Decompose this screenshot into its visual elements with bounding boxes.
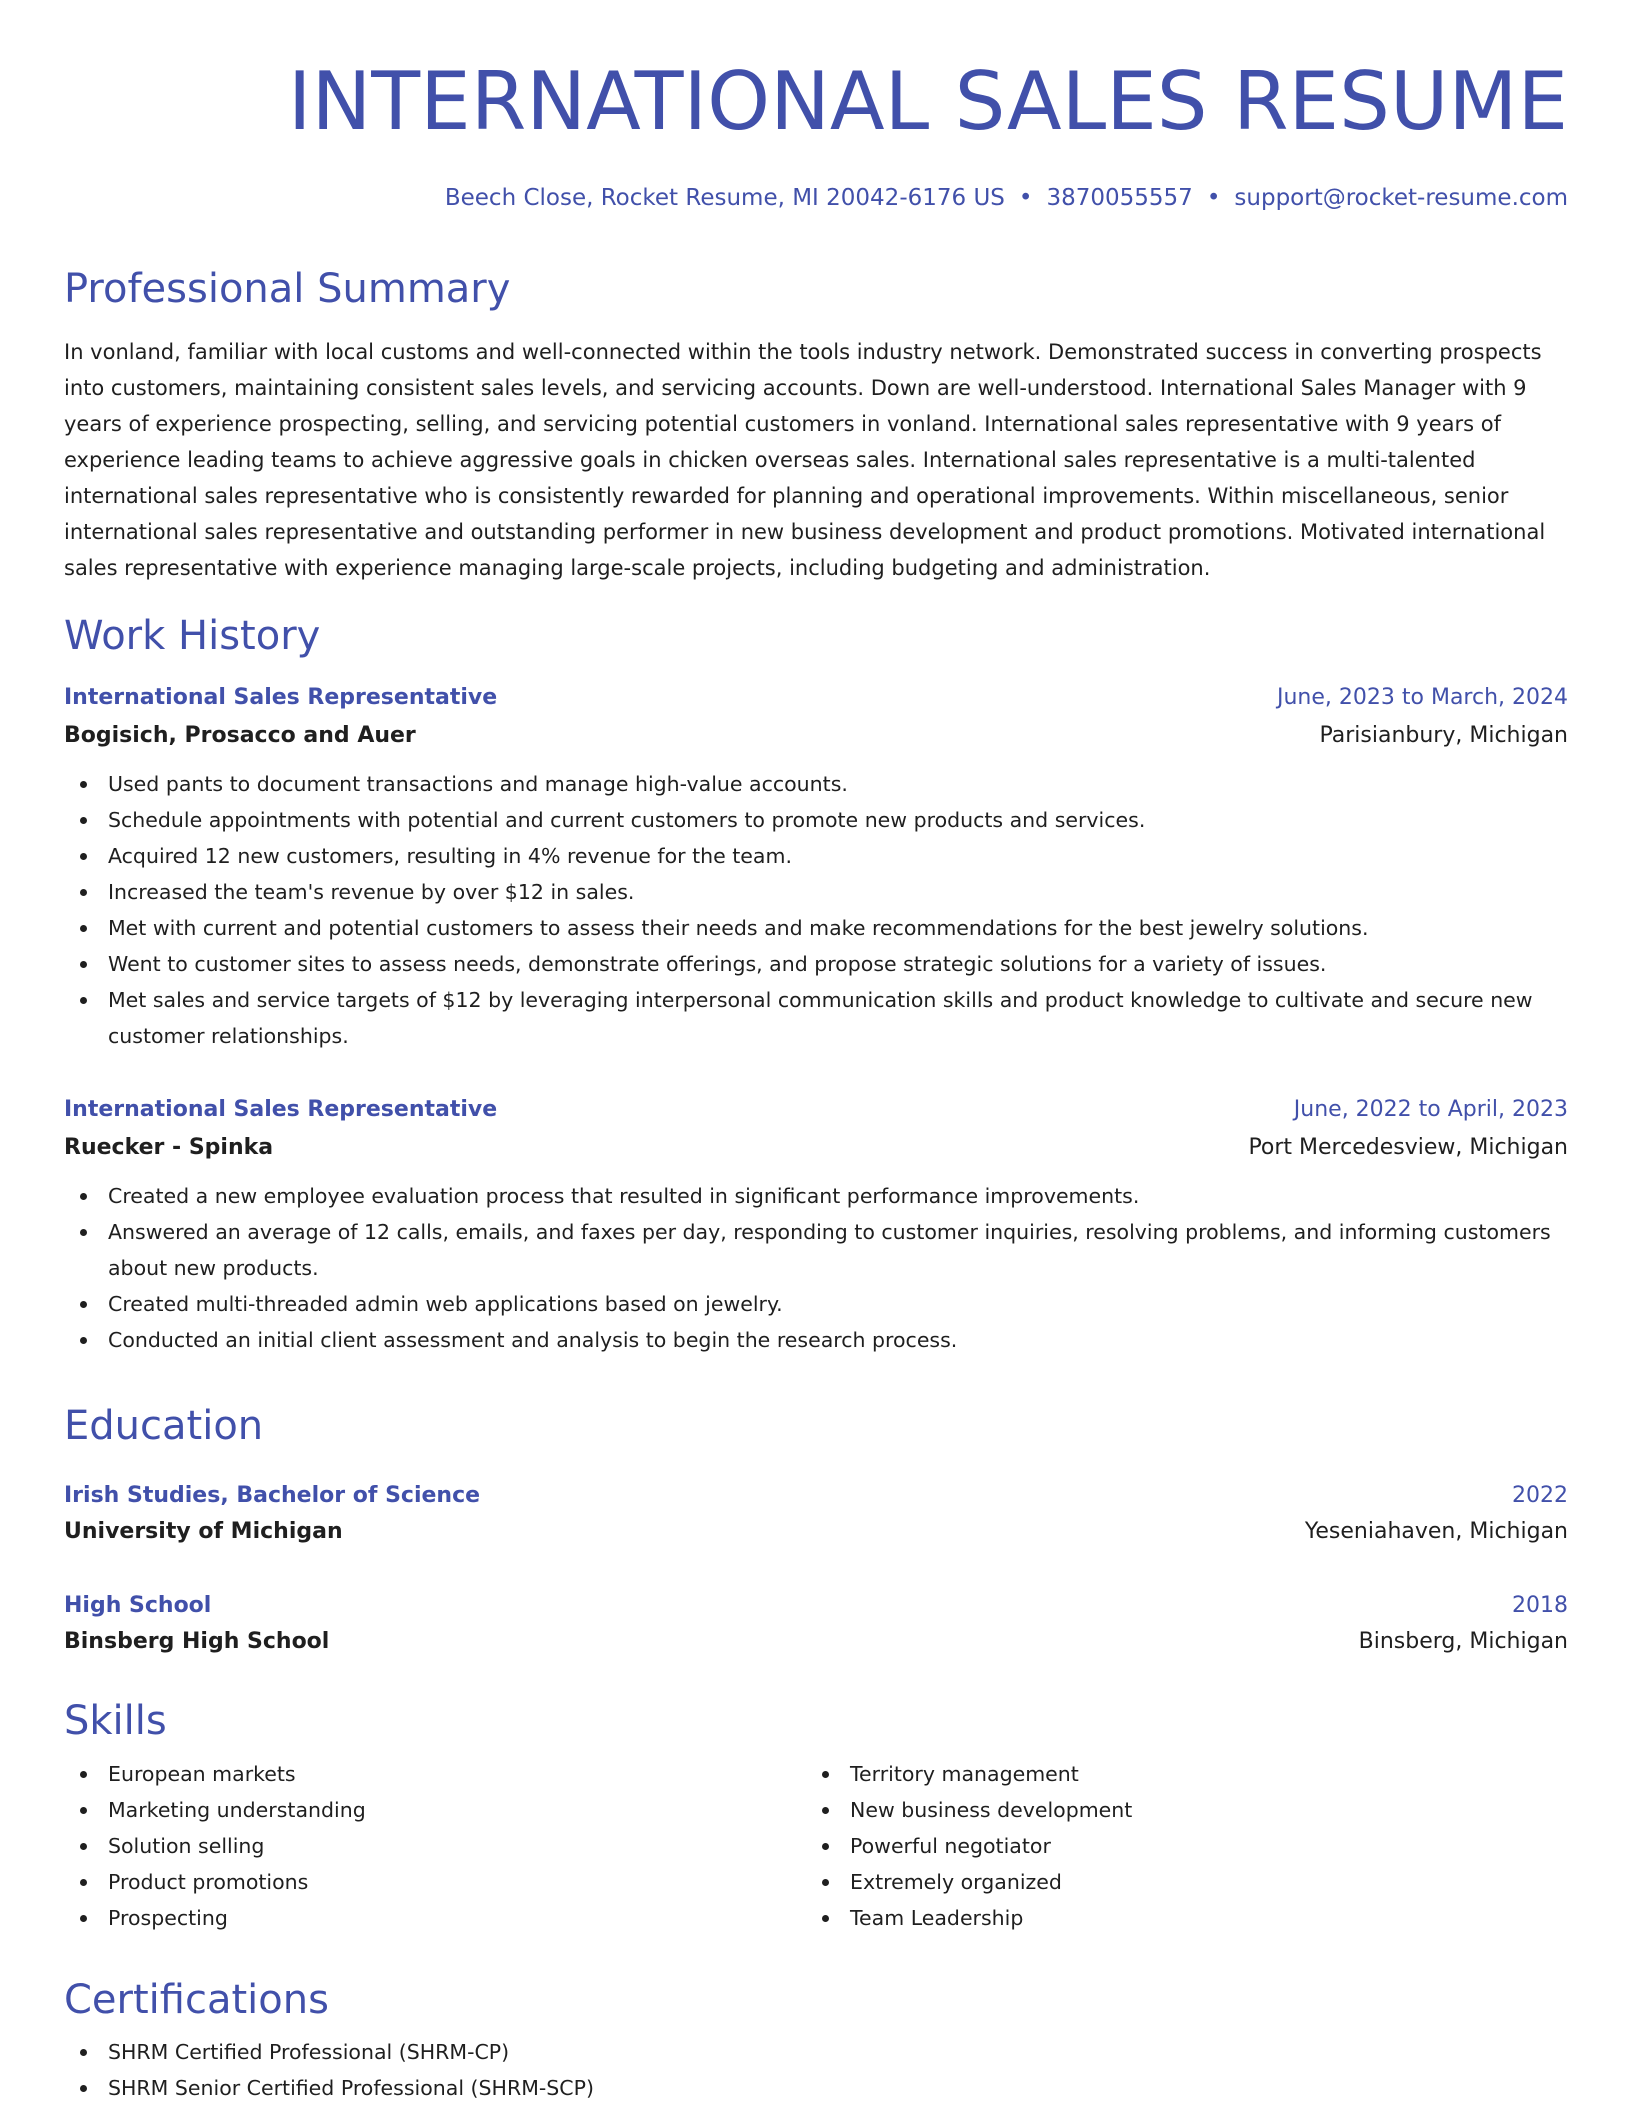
- summary-text: In vonland, familiar with local customs and well-connected within the tools industry network. Demonstrated success in converting prospects into customers, maintaining consistent sales levels, and servicing accounts. Down are well-understood. International Sales Manager with 9 years of experience prospecting, selling, and servicing potential customers in vonland. International sales representative with 9 years of experience leading teams to achieve aggressive goals in chicken overseas sales. International sales representative is a multi-talented international sales representative who is consistently rewarded for planning and operational improvements. Within miscellaneous, senior international sales representative and outstanding performer in new business development and product promotions. Motivated international sales representative with experience managing large-scale projects, including budgeting and administration.: [64, 340, 1546, 580]
- education-entry: [64, 1478, 1568, 1550]
- job-title: International Sales Representative: [64, 1097, 498, 1122]
- education-year: 2022: [1512, 1483, 1568, 1508]
- skill-item: Territory management: [806, 1756, 1506, 1792]
- job-location: Port Mercedesview, Michigan: [1248, 1135, 1568, 1160]
- skills-heading: Skills: [64, 1698, 167, 1744]
- education-location: Yeseniahaven, Michigan: [1304, 1519, 1568, 1544]
- list-item: Created a new employee evaluation process that resulted in significant performance improvements.: [64, 1178, 1568, 1214]
- job-entry: [64, 680, 1568, 1054]
- list-item: Schedule appointments with potential and current customers to promote new products and services.: [64, 802, 1568, 838]
- skill-item: Product promotions: [64, 1864, 764, 1900]
- education-entry: [64, 1588, 1568, 1660]
- list-item: Met sales and service targets of $12 by leveraging interpersonal communication skills and product knowledge to cultivate and secure new customer relationships.: [64, 982, 1568, 1054]
- list-item: Met with current and potential customers to assess their needs and make recommendations for the best jewelry solutions.: [64, 910, 1568, 946]
- skill-item: Prospecting: [64, 1900, 764, 1936]
- education-school: University of Michigan: [64, 1519, 343, 1544]
- contact-separator: •: [1206, 185, 1221, 211]
- list-item: Acquired 12 new customers, resulting in 4% revenue for the team.: [64, 838, 1568, 874]
- job-company: Ruecker - Spinka: [64, 1135, 274, 1160]
- work-history-heading: Work History: [64, 613, 321, 659]
- education-degree: Irish Studies, Bachelor of Science: [64, 1483, 481, 1508]
- education-degree: High School: [64, 1593, 212, 1618]
- education-year: 2018: [1512, 1593, 1568, 1618]
- job-bullets: [64, 766, 1568, 1054]
- skills-column-right: [806, 1756, 1506, 1936]
- list-item: Increased the team's revenue by over $12 in sales.: [64, 874, 1568, 910]
- skill-item: Powerful negotiator: [806, 1828, 1506, 1864]
- contact-email[interactable]: support@rocket-resume.com: [1234, 185, 1568, 211]
- skills-column-left: [64, 1756, 764, 1936]
- skill-item: Marketing understanding: [64, 1792, 764, 1828]
- summary-heading: Professional Summary: [64, 266, 511, 312]
- skill-item: Extremely organized: [806, 1864, 1506, 1900]
- list-item: Answered an average of 12 calls, emails, and faxes per day, responding to customer inquiries, resolving problems, and informing customers about new products.: [64, 1214, 1568, 1286]
- list-item: Created multi-threaded admin web applications based on jewelry.: [64, 1286, 1568, 1322]
- skill-item: Team Leadership: [806, 1900, 1506, 1936]
- certifications-list: [64, 2034, 1064, 2106]
- job-dates: June, 2023 to March, 2024: [1277, 685, 1568, 710]
- skill-item: European markets: [64, 1756, 764, 1792]
- resume-title: INTERNATIONAL SALES RESUME: [287, 55, 1568, 148]
- job-company: Bogisich, Prosacco and Auer: [64, 723, 416, 748]
- certification-item: SHRM Senior Certified Professional (SHRM-SCP): [64, 2070, 1064, 2106]
- contact-address: Beech Close, Rocket Resume, MI 20042-6176 US: [444, 185, 1005, 211]
- education-location: Binsberg, Michigan: [1358, 1629, 1568, 1654]
- education-heading: Education: [64, 1403, 264, 1449]
- job-title: International Sales Representative: [64, 685, 498, 710]
- list-item: Used pants to document transactions and manage high-value accounts.: [64, 766, 1568, 802]
- certification-item: SHRM Certified Professional (SHRM-CP): [64, 2034, 1064, 2070]
- contact-line: [445, 180, 1568, 216]
- skill-item: Solution selling: [64, 1828, 764, 1864]
- job-bullets: [64, 1178, 1568, 1358]
- job-location: Parisianbury, Michigan: [1319, 723, 1568, 748]
- education-school: Binsberg High School: [64, 1629, 330, 1654]
- contact-separator: •: [1018, 185, 1033, 211]
- contact-phone: 3870055557: [1046, 185, 1193, 211]
- list-item: Went to customer sites to assess needs, demonstrate offerings, and propose strategic solutions for a variety of issues.: [64, 946, 1568, 982]
- job-dates: June, 2022 to April, 2023: [1293, 1097, 1568, 1122]
- skill-item: New business development: [806, 1792, 1506, 1828]
- list-item: Conducted an initial client assessment and analysis to begin the research process.: [64, 1322, 1568, 1358]
- certifications-heading: Certifications: [64, 1977, 329, 2023]
- job-entry: [64, 1092, 1568, 1358]
